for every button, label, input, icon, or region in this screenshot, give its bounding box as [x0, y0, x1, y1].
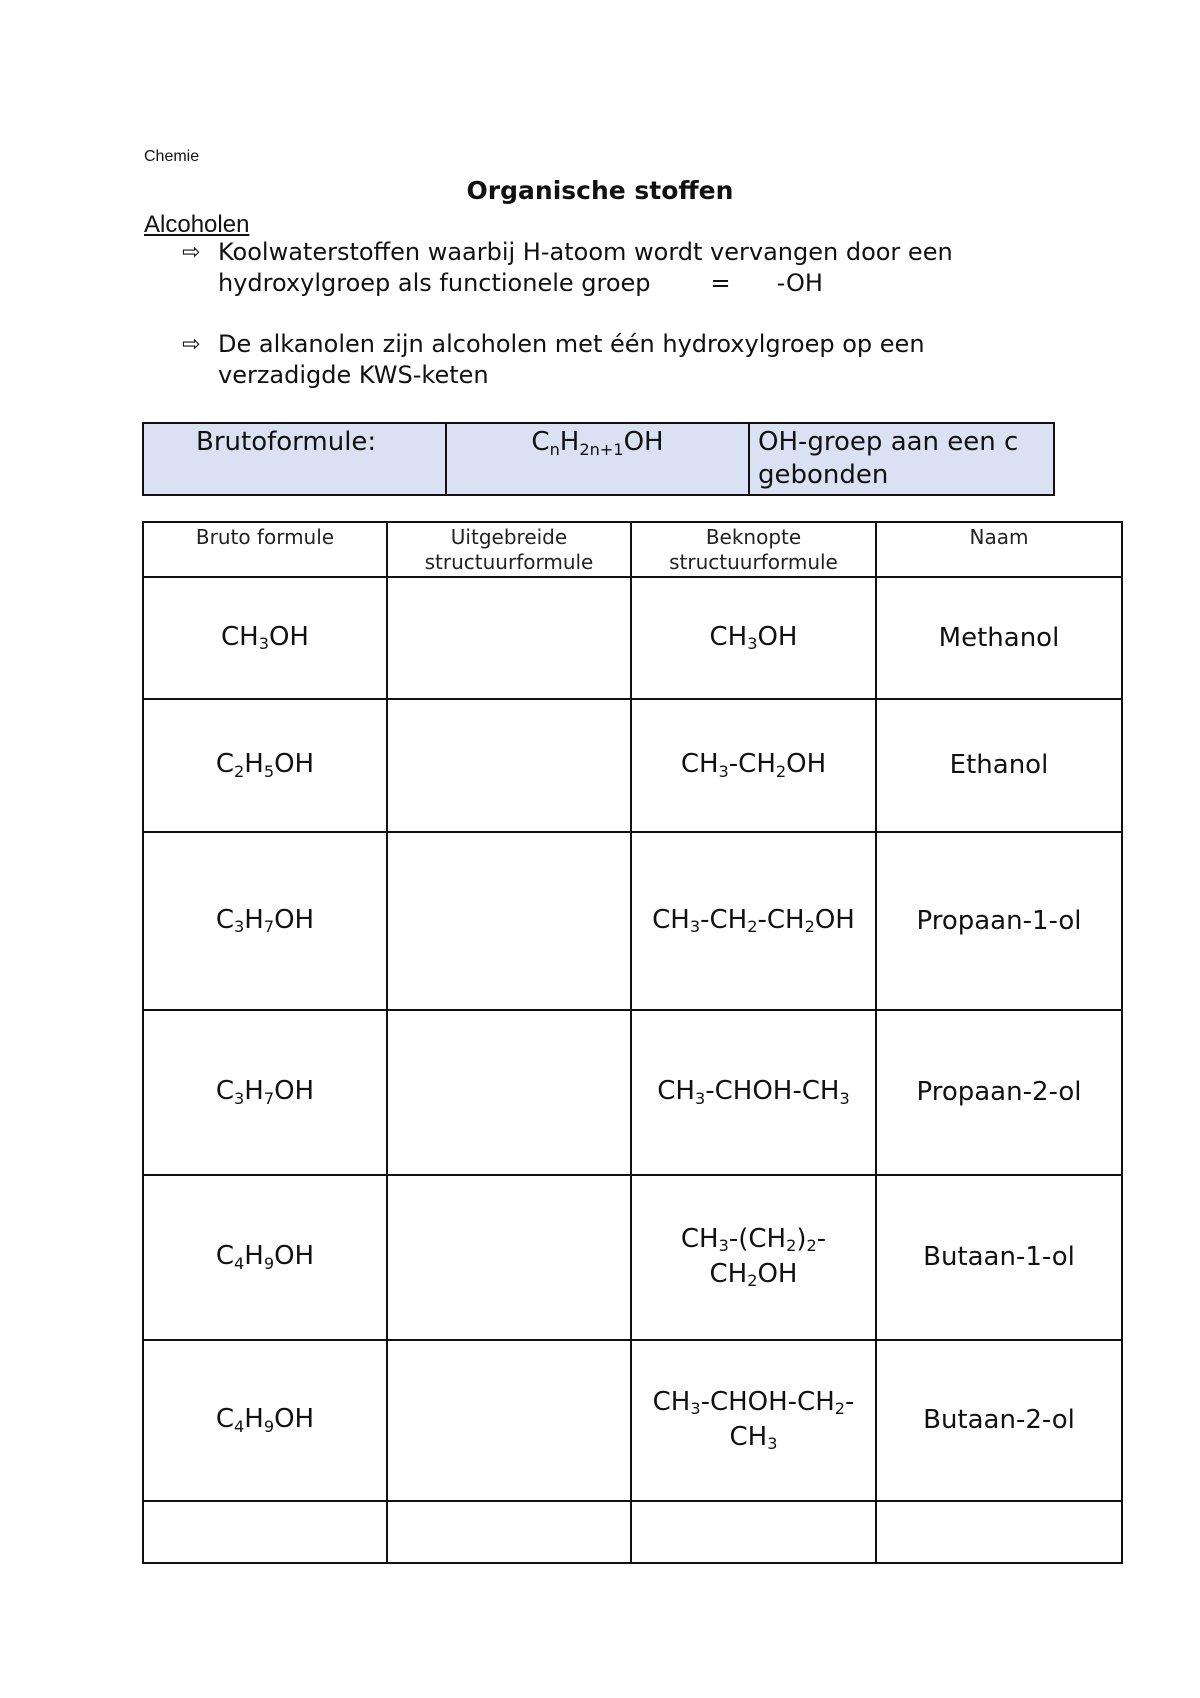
expanded-structure-cell: [387, 832, 631, 1010]
condensed-structure-cell: $CH_3-CH_2OH$: [631, 699, 876, 832]
condensed-structure-cell: $CH_3-CHOH-CH_2-$ $CH_3$: [631, 1340, 876, 1501]
expanded-structure-cell: [387, 699, 631, 832]
alcohols-table: [142, 521, 1123, 1564]
compound-name-cell: Butaan-2-ol: [876, 1340, 1122, 1501]
page-title: Organische stoffen: [466, 176, 734, 205]
compound-name-cell: Propaan-2-ol: [876, 1010, 1122, 1175]
table-row: [143, 1501, 1122, 1563]
compound-name-cell: Propaan-1-ol: [876, 832, 1122, 1010]
bullet-line: verzadigde KWS-keten: [218, 361, 489, 389]
bullet-item-2: [182, 329, 1082, 391]
bullet-item-1: [182, 237, 1082, 299]
compound-name-cell: Butaan-1-ol: [876, 1175, 1122, 1340]
right-arrow-outline-icon: ⇨: [182, 240, 201, 265]
general-formula: $C_nH_{2n+1}OH$: [446, 423, 749, 495]
column-header: Beknopte structuurformule: [631, 522, 876, 577]
bruto-formula-cell: $C_3H_7OH$: [143, 1010, 387, 1175]
bruto-formula-cell: $C_3H_7OH$: [143, 832, 387, 1010]
general-formula-box: [142, 422, 1055, 496]
table-row: [143, 832, 1122, 1010]
expanded-structure-cell: [387, 577, 631, 699]
functional-group: -OH: [776, 269, 823, 297]
expanded-structure-cell: [387, 1010, 631, 1175]
condensed-structure-cell: $CH_3-CH_2-CH_2OH$: [631, 832, 876, 1010]
condensed-structure-cell: $CH_3OH$: [631, 577, 876, 699]
bullet-line: Koolwaterstoffen waarbij H-atoom wordt vervangen door een: [218, 238, 953, 266]
document-header: Chemie: [144, 148, 200, 165]
table-row: [143, 1010, 1122, 1175]
expanded-structure-cell: [387, 1501, 631, 1563]
equals-sign: =: [710, 269, 731, 297]
expanded-structure-cell: [387, 1175, 631, 1340]
table-row: [143, 1340, 1122, 1501]
expanded-structure-cell: [387, 1340, 631, 1501]
bruto-formula-cell: $C_4H_9OH$: [143, 1340, 387, 1501]
condensed-structure-cell: $CH_3-(CH_2)_2-$ $CH_2OH$: [631, 1175, 876, 1340]
bruto-formula-cell: $C_4H_9OH$: [143, 1175, 387, 1340]
bullet-line: De alkanolen zijn alcoholen met één hydroxylgroep op een: [218, 330, 925, 358]
bruto-formula-cell: [143, 1501, 387, 1563]
section-heading: Alcoholen: [144, 211, 250, 238]
table-header-row: [143, 522, 1122, 577]
right-arrow-outline-icon: ⇨: [182, 332, 201, 357]
column-header: Uitgebreide structuurformule: [387, 522, 631, 577]
formula-note: OH-groep aan een c gebonden: [749, 423, 1054, 495]
bullet-line: [218, 268, 1082, 299]
bullet-text: hydroxylgroep als functionele groep: [218, 269, 651, 297]
compound-name-cell: [876, 1501, 1122, 1563]
bruto-formula-cell: $CH_3OH$: [143, 577, 387, 699]
bruto-formula-cell: $C_2H_5OH$: [143, 699, 387, 832]
condensed-structure-cell: [631, 1501, 876, 1563]
table-row: [143, 699, 1122, 832]
condensed-structure-cell: $CH_3-CHOH-CH_3$: [631, 1010, 876, 1175]
column-header: Bruto formule: [143, 522, 387, 577]
compound-name-cell: Ethanol: [876, 699, 1122, 832]
column-header: Naam: [876, 522, 1122, 577]
compound-name-cell: Methanol: [876, 577, 1122, 699]
table-row: [143, 1175, 1122, 1340]
formula-label: Brutoformule:: [143, 423, 446, 495]
table-row: [143, 577, 1122, 699]
